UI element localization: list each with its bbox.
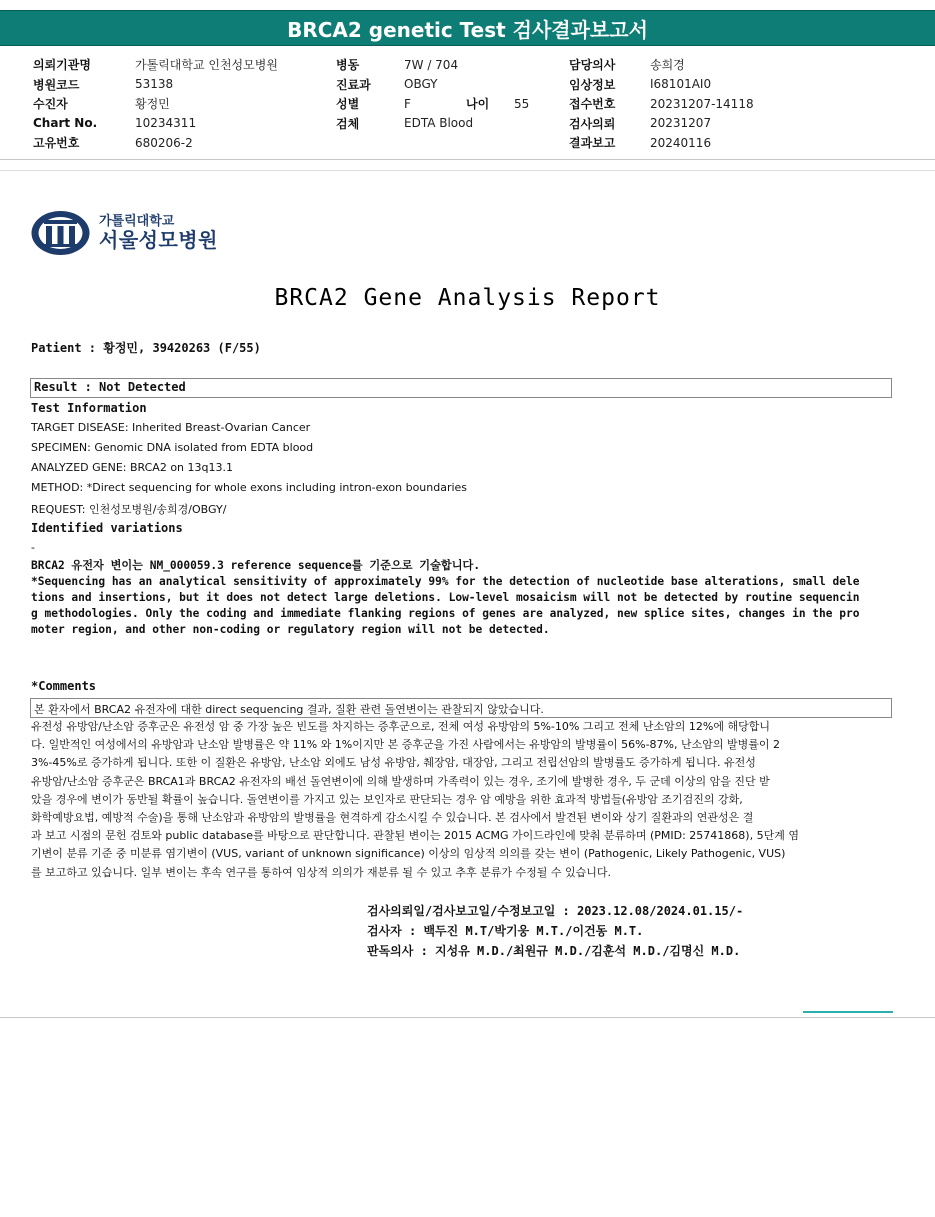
info-row-report-date <box>569 133 754 153</box>
comment-line: 유전성 유방암/난소암 증후군은 유전성 암 중 가장 높은 빈도를 차지하는 증후군으로, 전체 여성 유방암의 5%-10% 그리고 전체 난소암의 12%에 해당합니 <box>31 720 771 733</box>
logo-hospital-name: 서울성모병원 <box>99 228 218 253</box>
note-line: moter region, and other non-coding or regulatory region will not be detected. <box>31 623 550 636</box>
info-value: 황정민 <box>135 97 170 112</box>
request-line: REQUEST: 인천성모병원/송희경/OBGY/ <box>31 503 227 516</box>
comment-line: 3%-45%로 증가하게 됩니다. 또한 이 질환은 유방암, 난소암 외에도 남성 유방암, 췌장암, 대장암, 그리고 전립선암의 발병률도 증가하게 됩니다. 유전성 <box>31 756 756 770</box>
info-label: 성별 <box>336 97 360 112</box>
info-row-ward <box>336 55 529 75</box>
info-label: 의뢰기관명 <box>33 58 91 73</box>
comments-heading: *Comments <box>31 679 97 693</box>
footer-divider <box>0 1017 935 1018</box>
footer-accent-line <box>803 1011 893 1013</box>
info-row-hospital-code <box>33 75 278 95</box>
note-line: g methodologies. Only the coding and immediate flanking regions of genes are analyzed, new splice sites, changes in the pro <box>31 607 860 620</box>
info-value: OBGY <box>404 77 438 92</box>
header-info-column-2 <box>336 55 529 133</box>
method-line: METHOD: *Direct sequencing for whole exons including intron-exon boundaries <box>31 481 468 494</box>
info-label: 검체 <box>336 116 360 131</box>
hospital-logo-text <box>99 215 218 251</box>
info-row-chart-no <box>33 114 278 134</box>
info-label: 병원코드 <box>33 77 80 92</box>
target-disease-line: TARGET DISEASE: Inherited Breast-Ovarian Cancer <box>31 421 311 434</box>
analyzed-gene-line: ANALYZED GENE: BRCA2 on 13q13.1 <box>31 461 233 474</box>
info-label: 접수번호 <box>569 97 616 112</box>
specimen-line: SPECIMEN: Genomic DNA isolated from EDTA blood <box>31 441 314 454</box>
hospital-emblem-icon <box>30 210 91 256</box>
info-value: 680206-2 <box>135 135 193 150</box>
identified-variations-value: - <box>31 541 35 554</box>
info-value: 53138 <box>135 77 174 92</box>
comment-line: 를 보고하고 있습니다. 일부 변이는 후속 연구를 통하여 임상적 의의가 재분류 될 수 있고 추후 분류가 수정될 수 있습니다. <box>31 865 611 879</box>
note-line: BRCA2 유전자 변이는 NM_000059.3 reference sequence를 기준으로 기술합니다. <box>31 559 481 572</box>
info-row-sex-age <box>336 94 529 114</box>
header-info-column-3 <box>569 55 754 153</box>
info-label: 고유번호 <box>33 136 80 151</box>
info-row-department <box>336 75 529 95</box>
info-label: 병동 <box>336 58 360 73</box>
info-value: 20231207-14118 <box>650 96 754 111</box>
info-row-requesting-institution <box>33 55 278 75</box>
test-information-heading: Test Information <box>31 401 147 415</box>
info-label: 임상정보 <box>569 77 616 92</box>
info-value: EDTA Blood <box>404 116 474 131</box>
info-label: 검사의뢰 <box>569 116 616 131</box>
info-row-accession-no <box>569 94 754 114</box>
header-divider <box>0 159 935 160</box>
info-row-specimen <box>336 114 529 134</box>
info-value: 7W / 704 <box>404 57 459 72</box>
report-dates-line: 검사의뢰일/검사보고일/수정보고일 : 2023.12.08/2024.01.15/- <box>367 904 744 918</box>
result-box: Result : Not Detected <box>30 378 892 398</box>
info-value-age: 55 <box>514 96 530 111</box>
info-value: F <box>404 96 411 111</box>
physicians-line: 판독의사 : 지성유 M.D./최원규 M.D./김훈석 M.D./김명신 M.D. <box>367 944 741 958</box>
comment-line: 기변이 분류 기준 중 미분류 염기변이 (VUS, variant of unknown significance) 이상의 임상적 의의를 갖는 변이 (Pathogenic, Likely Pathogenic, VUS) <box>31 847 786 861</box>
report-title: BRCA2 Gene Analysis Report <box>274 285 661 311</box>
comment-line: 과 보고 시점의 문헌 검토와 public database를 바탕으로 판단합니다. 관찰된 변이는 2015 ACMG 가이드라인에 맞춰 분류하며 (PMID: 25741868), 5단계 염 <box>31 829 799 843</box>
info-label: Chart No. <box>33 116 98 131</box>
comment-line: 다. 일반적인 여성에서의 유방암과 난소암 발병률은 약 11% 와 1%이지만 본 증후군을 가진 사람에서는 유방암의 발병률이 56%-87%, 난소암의 발병률이 2 <box>31 738 780 752</box>
comment-line: 았을 경우에 변이가 동반될 확률이 높습니다. 돌연변이를 가지고 있는 보인자로 판단되는 경우 암 예방을 위한 효과적 방법들(유방암 조기검진의 강화, <box>31 792 743 806</box>
patient-summary: Patient : 황정민, 39420263 (F/55) <box>31 341 261 355</box>
info-value: 가톨릭대학교 인천성모병원 <box>135 58 278 73</box>
info-row-unique-id <box>33 133 278 153</box>
info-value: 송희경 <box>650 58 685 73</box>
methodology-notes <box>31 558 895 638</box>
header-divider-secondary <box>0 170 935 171</box>
info-label: 담당의사 <box>569 58 616 73</box>
info-value: 10234311 <box>135 116 197 131</box>
comment-body <box>31 718 893 882</box>
info-value: 20231207 <box>650 116 712 131</box>
logo-university-name: 가톨릭대학교 <box>99 213 175 229</box>
info-label-age: 나이 <box>466 97 490 112</box>
info-label: 진료과 <box>336 77 371 92</box>
note-line: tions and insertions, but it does not detect large deletions. Low-level mosaicism will not be detected by routine sequencin <box>31 591 860 604</box>
note-line: *Sequencing has an analytical sensitivity of approximately 99% for the detection of nucleotide base alterations, small dele <box>31 575 860 588</box>
examiners-line: 검사자 : 백두진 M.T/박기웅 M.T./이건동 M.T. <box>367 924 644 938</box>
identified-variations-heading: Identified variations <box>31 521 183 535</box>
header-info-column-1 <box>33 55 278 153</box>
info-row-patient-name <box>33 94 278 114</box>
info-value: I68101AI0 <box>650 77 712 92</box>
report-header-title: BRCA2 genetic Test 검사결과보고서 <box>0 10 935 46</box>
info-label: 결과보고 <box>569 136 616 151</box>
comment-line: 화학예방요법, 예방적 수술)을 통해 난소암과 유방암의 발병률을 현격하게 감소시킬 수 있습니다. 본 검사에서 발견된 변이와 상기 질환과의 연관성은 결 <box>31 811 754 825</box>
hospital-logo <box>30 210 218 256</box>
info-row-clinical-info <box>569 75 754 95</box>
comment-summary-box: 본 환자에서 BRCA2 유전자에 대한 direct sequencing 결과, 질환 관련 돌연변이는 관찰되지 않았습니다. <box>30 698 892 718</box>
info-row-request-date <box>569 114 754 134</box>
comment-line: 유방암/난소암 증후군은 BRCA1과 BRCA2 유전자의 배선 돌연변이에 의해 발생하며 가족력이 있는 경우, 조기에 발병한 경우, 두 군데 이상의 암을 진단 받 <box>31 774 770 788</box>
info-row-doctor <box>569 55 754 75</box>
info-value: 20240116 <box>650 135 712 150</box>
info-label: 수진자 <box>33 97 68 112</box>
